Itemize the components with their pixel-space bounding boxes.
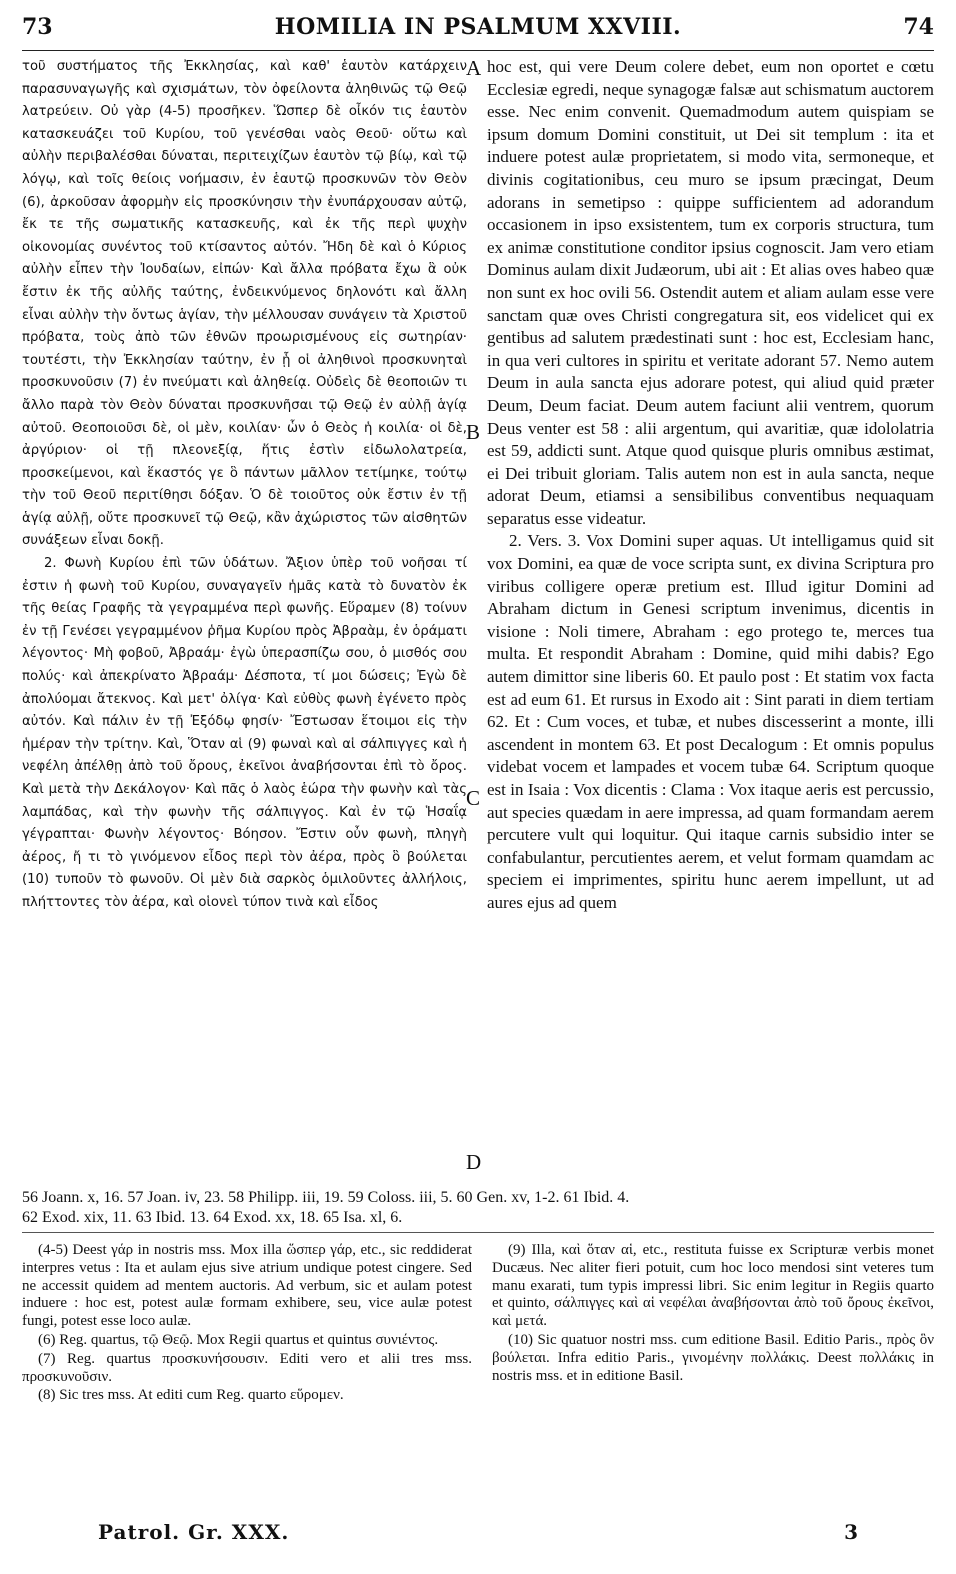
latin-paragraph-1: hoc est, qui vere Deum colere debet, eum non oportet e cœtu Ecclesiæ egredi, neque synagogæ falsæ aut schismatum auctorem esse. Nec enim convenit. Quemadmodum autem quispiam se ipsum domum Domini constituit, ut Dei sit templum : ita et induere potest aulæ proprietatem, si modo vita, sermoneque, et divinis cogitationibus, ceu muro se ipsum præcingat, Deum adorans in semetipso : quippe sufficientem ad adorandum occasionem in ipso exsistentem, tum ex corporis structura, tum ex animæ constitutione conditor ipsius cognoscit. Jam vero etiam Dominus aulam dixit Judæorum, ubi ait : Et alias oves habeo quæ non sunt ex hoc ovili 56. Ostendit autem et aliam aulam esse vere sanctam quæ oves Christi congregatura sit, eos videlicet qui ex gentibus ad salutem prædestinati sunt : hoc est, Ecclesiam hanc, in qua veri cultores in spiritu et veritate adorant 57. Nemo autem Deum in aula sancta ejus adorare potest, qui aliud quid præter Deum, Deum faciat. Deum autem faciunt alii ventrem, quorum Deus venter est 58 : alii argentum, qui avaritiæ, quæ idololatria est 59, addicti sunt. Atque quod quisque pluris omnibus æstimat, ei Dei tribuit gloriam. Talis autem non est in aula sancta, neque adorat Deum, etiamsi a sensibilibus conventibus nequaquam separatus esse videatur.	[487, 57, 934, 528]
footnote: (10) Sic quatuor nostri mss. cum editione Basil. Editio Paris., πρὸς ὃν βούλεται. Infra editio Paris., γινομένην πολλάκις. Deest πολλάκις in nostris mss. et in editione Basil.	[492, 1331, 934, 1384]
greek-column	[22, 56, 467, 915]
greek-paragraph-1: τοῦ συστήματος τῆς Ἐκκλησίας, καὶ καθ' ἑαυτὸν κατάρχειν παρασυναγωγῆς καὶ σχισμάτων, τὸν ὀφείλοντα ἀληθινῶς τῷ Θεῷ λατρεύειν. Οὐ γὰρ (4-5) προσῆκεν. Ὥσπερ δὲ οἶκόν τις ἑαυτὸν κατασκευάζει τοῦ Κυρίου, τοῦ γενέσθαι ναὸς Θεοῦ· οὕτω καὶ αὐλὴν περιβαλέσθαι δύναται, περιτειχίζων ἑαυτὸν τῷ βίῳ, καὶ τῷ λόγῳ, καὶ τοῖς θείοις νοήμασιν, ἐν ἑαυτῷ προσκυνῶν τὸν Θεὸν (6), ἀρκοῦσαν ἀφορμὴν εἰς προσκύνησιν τὴν ἐνυπάρχουσαν αὐτῷ, ἔκ τε τῆς σωματικῆς κατασκευῆς, καὶ ἐκ τῆς περὶ ψυχὴν οἰκονομίας συνέντος τοῦ κτίσαντος αὐτόν. Ἤδη δὲ καὶ ὁ Κύριος αὐλὴν εἶπεν τὴν Ἰουδαίων, εἰπών· Καὶ ἄλλα πρόβατα ἔχω ἃ οὐκ ἔστιν ἐκ τῆς αὐλῆς ταύτης, ἐνδεικνύμενος δηλονότι καὶ ἄλλη εἶναι αὐλὴν τὴν ὄντως ἁγίαν, τὴν μέλλουσαν συνάγειν τὰ Χριστοῦ πρόβατα, τοὺς ἀπὸ τῶν ἐθνῶν προωρισμένους εἰς σωτηρίαν· τουτέστι, τὴν Ἐκκλησίαν ταύτην, ἐν ᾗ οἱ ἀληθινοὶ προσκυνηταὶ προσκυνοῦσιν (7) ἐν πνεύματι καὶ ἀληθείᾳ. Οὐδεὶς δὲ θεοποιῶν τι ἄλλο παρὰ τὸν Θεὸν δύναται προσκυνῆσαι τῷ Θεῷ ἐν αὐλῇ ἁγίᾳ αὐτοῦ. Θεοποιοῦσι δὲ, οἱ μὲν, κοιλίαν· ὧν ὁ Θεὸς ἡ κοιλία· οἱ δὲ, ἀργύριον· οἱ τῇ πλεονεξίᾳ, ἥτις ἐστὶν εἰδωλολατρεία, προσκείμενοι, καὶ ἕκαστός γε ὃ πάντων μᾶλλον τετίμηκε, τούτῳ τὴν τοῦ Θεοῦ περιτίθησι δόξαν. Ὁ δὲ τοιοῦτος οὐκ ἔστιν ἐν τῇ ἁγίᾳ αὐλῇ, οὔτε προσκυνεῖ τῷ Θεῷ, κἂν ἀχώριστος τῶν αἰσθητῶν συνάξεων εἶναι δοκῇ.	[22, 59, 467, 549]
footnote: (9) Illa, καὶ ὅταν αἱ, etc., restituta fuisse ex Scripturæ verbis monet Ducæus. Nec aliter fieri potuit, cum hoc loco mendosi sint veteres tum manu exarati, tum typis impressi libri. Sic enim legitur in Regiis quarto et quinto, σάλπιγγες καὶ αἱ νεφέλαι ἀναβήσονται ἀπὸ τοῦ ὄρους ἐκεῖνοι, καὶ μετά.	[492, 1242, 934, 1330]
page-header	[22, 14, 934, 44]
footnote: (6) Reg. quartus, τῷ Θεῷ. Mox Regii quartus et quintus συνιέντος.	[38, 1331, 439, 1348]
page-number-left: 73	[22, 14, 53, 40]
references-line-2: 62 Exod. xix, 11. 63 Ibid. 13. 64 Exod. xx, 18. 65 Isa. xl, 6.	[22, 1209, 403, 1226]
footnote: (7) Reg. quartus προσκυνήσουσιν. Editi vero et alii tres mss. προσκυνοῦσιν.	[22, 1350, 472, 1385]
page-footer	[98, 1520, 858, 1550]
signature-number: 3	[844, 1520, 858, 1544]
greek-paragraph-2: 2. Φωνὴ Κυρίου ἐπὶ τῶν ὑδάτων. Ἄξιον ὑπὲρ τοῦ νοῆσαι τί ἐστιν ἡ φωνὴ τοῦ Κυρίου, συναγαγεῖν ἡμᾶς κατὰ τὸ δυνατὸν ἐκ τῆς θείας Γραφῆς τὰ γεγραμμένα περὶ φωνῆς. Εὕραμεν (8) τοίνυν ἐν τῇ Γενέσει γεγραμμένον ῥῆμα Κυρίου πρὸς Ἀβραὰμ, ἐν ὁράματι λέγοντος· Μὴ φοβοῦ, Ἀβραάμ· ἐγὼ ὑπερασπίζω σου, ὁ μισθός σου πολύς· καὶ ἀπεκρίνατο Ἀβραάμ· Δέσποτα, τί μοι δώσεις; Ἐγὼ δὲ ἀπολύομαι ἄτεκνος. Καὶ μετ' ὀλίγα· Καὶ εὐθὺς φωνὴ ἐγένετο πρὸς αὐτόν. Καὶ πάλιν ἐν τῇ Ἐξόδῳ φησίν· Ἔστωσαν ἕτοιμοι εἰς τὴν ἡμέραν τὴν τρίτην. Καὶ, Ὅταν αἱ (9) φωναὶ καὶ αἱ σάλπιγγες καὶ ἡ νεφέλη ἀπέλθῃ ἀπὸ τοῦ ὄρους, ἐκεῖνοι ἀναβήσονται ἐπὶ τὸ ὄρος. Καὶ μετὰ τὴν Δεκάλογον· Καὶ πᾶς ὁ λαὸς ἑώρα τὴν φωνὴν καὶ τὰς λαμπάδας, καὶ τὴν φωνὴν τῆς σάλπιγγος. Καὶ ἐν τῷ Ἡσαΐᾳ γέγραπται· Φωνὴν λέγοντος· Βόησον. Ἔστιν οὖν φωνὴ, πληγὴ ἀέρος, ἤ τι τὸ γινόμενον εἶδος περὶ τὸν ἀέρα, πρὸς ὃ βούλεται (10) τυποῦν τὸ φωνοῦν. Οἱ μὲν διὰ σαρκὸς ὁμιλοῦντες ἀλλήλοις, πλήττοντες τὸν ἀέρα, καὶ οἱονεὶ τύπον τινὰ καὶ εἶδος	[22, 556, 467, 910]
margin-letter-a: A	[466, 56, 482, 80]
notes-rule	[22, 1232, 934, 1233]
running-title: HOMILIA IN PSALMUM XXVIII.	[274, 14, 682, 40]
latin-paragraph-2: 2. Vers. 3. Vox Domini super aquas. Ut intelligamus quid sit vox Domini, ea quæ de voce scripta sunt, ex divina Scriptura pro viribus colligere operæ pretium est. Illud igitur Domini ad Abraham dictum in Genesi scriptum invenimus, dicentis in visione : Noli timere, Abraham : ego protego te, merces tua multa. Et respondit Abraham : Domine, quid mihi dabis? Ego autem dimittor sine liberis 60. Et paulo post : Et statim vox facta est ad eum 61. Et rursus in Exodo ait : Sint parati in diem tertiam 62. Et : Cum voces, et tubæ, et nubes discesserint a monte, illi ascendent in montem 63. Et post Decalogum : Et omnis populus videbat vocem et lampades et vocem tubæ 64. Scriptum quoque est in Isaia : Vox dicentis : Clama : Vox itaque aeris est percussio, aut species quædam in aere impressa, ad quam formandam aerem percutere vult qui loquitur. Qui itaque carnis subsidio inter se confabulantur, percutientes aerem, et velut formam quamdam ac speciem ei imprimentes, spiritu hunc aerem impellunt, ut ad aures ejus ad quem	[487, 531, 934, 912]
latin-column	[487, 56, 934, 915]
margin-letter-b: B	[466, 420, 481, 444]
footnotes-right	[492, 1242, 934, 1386]
footnote: (8) Sic tres mss. At editi cum Reg. quarto εὕρομεν.	[38, 1387, 344, 1404]
footnote: (4-5) Deest γάρ in nostris mss. Mox illa ὥσπερ γάρ, etc., sic reddiderat interpres vetus : Ita et aulam ejus sive atrium undique potest cingere. Sed ne accessit quidem ad mentem auctoris. Ad verbum, sic et aulam potest induere : hoc est, potest aulæ formam exhibere, seu, vice aulæ potest fungi, potest esse loco aulæ.	[22, 1242, 472, 1330]
page-number-right: 74	[903, 14, 934, 40]
collection-signature: Patrol. Gr. XXX.	[98, 1520, 290, 1544]
footnotes-left	[22, 1242, 472, 1406]
references-line-1: 56 Joann. x, 16. 57 Joan. iv, 23. 58 Philipp. iii, 19. 59 Coloss. iii, 5. 60 Gen. xv, 1-2. 61 Ibid. 4.	[22, 1189, 630, 1206]
margin-letter-d: D	[466, 1150, 482, 1174]
header-rule	[22, 50, 934, 51]
scripture-references	[22, 1188, 934, 1228]
margin-letter-c: C	[466, 786, 481, 810]
